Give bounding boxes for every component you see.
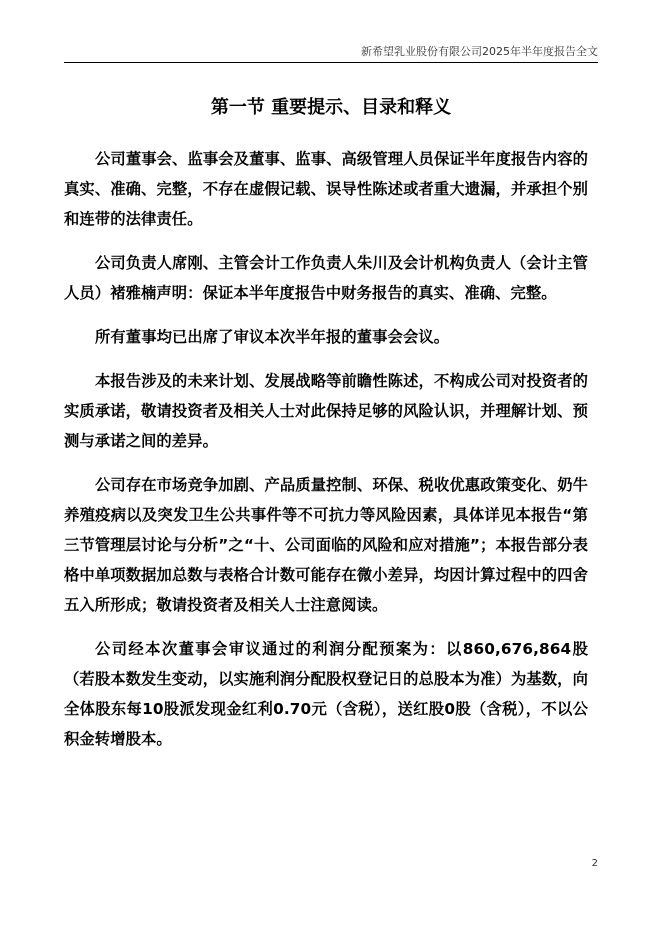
risk-factors-paragraph: 公司存在市场竞争加剧、产品质量控制、环保、税收优惠政策变化、奶牛养殖疫病以及突发卫生公共事件等不可抗力等风险因素，具体详见本报告“第三节管理层讨论与分析”之“十、公司面临的风险和应对措施”；本报告部分表格中单项数据加总数与表格合计数可能存在微小差异，均因计算过程中的四舍五入所形成；敬请投资者及相关人士注意阅读。 (64, 476, 588, 614)
page-number: 2 (591, 858, 598, 869)
board-attendance-paragraph: 所有董事均已出席了审议本次半年报的董事会会议。 (95, 328, 450, 346)
document-body (64, 144, 588, 768)
profit-distribution-paragraph: 公司经本次董事会审议通过的利润分配预案为：以860,676,864股（若股本数发生变动，以实施利润分配股权登记日的总股本为准）为基数，向全体股东每10股派发现金红利0.70元（含税），送红股0股（含税），不以公积金转增股本。 (64, 640, 588, 748)
document-header-title: 新希望乳业股份有限公司2025年半年度报告全文 (361, 45, 598, 58)
responsibility-statement-paragraph: 公司董事会、监事会及董事、监事、高级管理人员保证半年度报告内容的真实、准确、完整，不存在虚假记载、误导性陈述或者重大遗漏，并承担个别和连带的法律责任。 (64, 150, 588, 228)
financial-report-declaration-paragraph: 公司负责人席刚、主管会计工作负责人朱川及会计机构负责人（会计主管人员）褚雅楠声明：保证本半年度报告中财务报告的真实、准确、完整。 (64, 254, 588, 302)
page-header (64, 44, 598, 63)
section-title: 第一节 重要提示、目录和释义 (210, 97, 452, 118)
forward-looking-statement-paragraph: 本报告涉及的未来计划、发展战略等前瞻性陈述，不构成公司对投资者的实质承诺，敬请投资者及相关人士对此保持足够的风险认识，并理解计划、预测与承诺之间的差异。 (64, 372, 588, 450)
